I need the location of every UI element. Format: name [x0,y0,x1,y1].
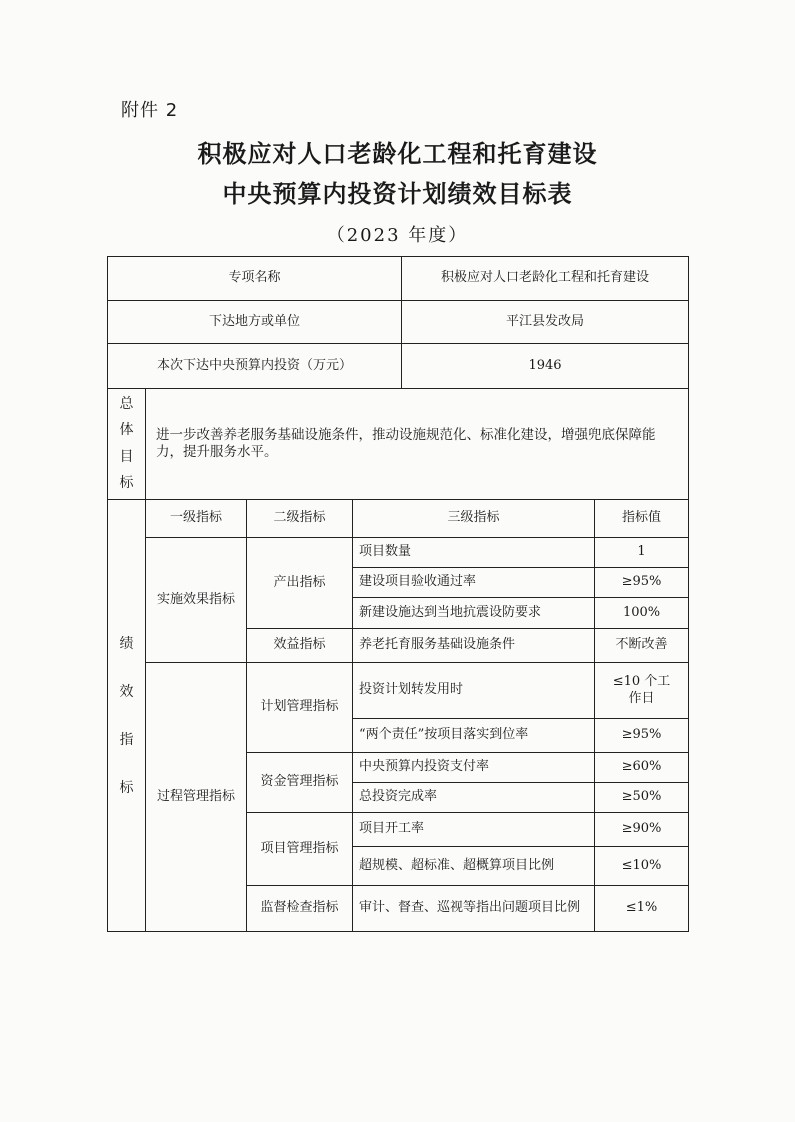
indicator-value: 1 [595,538,689,568]
level1-effect: 实施效果指标 [146,538,247,663]
year-label: （2023 年度） [326,225,469,246]
level2-fund: 资金管理指标 [247,753,353,813]
document-title-line2: 中央预算内投资计划绩效目标表 [222,180,573,208]
investment-row [108,344,689,389]
performance-char: 指 [119,731,134,748]
project-name-row [108,257,689,301]
level3-item: 中央预算内投资支付率 [353,753,595,783]
document-title-line1: 积极应对人口老龄化工程和托育建设 [197,140,598,168]
level3-item: “两个责任”按项目落实到位率 [353,719,595,753]
project-name-label: 专项名称 [108,257,402,301]
level3-item: 建设项目验收通过率 [353,568,595,598]
level2-plan: 计划管理指标 [247,663,353,753]
unit-value: 平江县发改局 [402,301,689,344]
header-value: 指标值 [595,500,689,538]
level3-item: 项目数量 [353,538,595,568]
overall-goal-text: 进一步改善养老服务基础设施条件，推动设施规范化、标准化建设，增强兜底保障能力，提升服务水平。 [146,389,689,500]
table-row [108,538,689,568]
header-level2: 二级指标 [247,500,353,538]
level2-output: 产出指标 [247,538,353,629]
unit-label: 下达地方或单位 [108,301,402,344]
indicator-value: ≥50% [595,783,689,813]
indicator-value: ≤1% [595,886,689,932]
level1-process: 过程管理指标 [146,663,247,932]
indicator-value: ≥95% [595,568,689,598]
level3-item: 超规模、超标准、超概算项目比例 [353,847,595,886]
investment-label: 本次下达中央预算内投资（万元） [108,344,402,389]
indicator-value: 100% [595,598,689,629]
level3-item: 新建设施达到当地抗震设防要求 [353,598,595,629]
overall-goal-char: 总 [119,395,134,412]
level3-item: 审计、督查、巡视等指出问题项目比例 [353,886,595,932]
level3-item: 投资计划转发用时 [353,663,595,719]
level3-item: 总投资完成率 [353,783,595,813]
indicator-value: ≥95% [595,719,689,753]
level3-item: 养老托育服务基础设施条件 [353,629,595,663]
indicator-value: ≤10 个工作日 [595,663,689,719]
overall-goal-label [108,389,146,500]
attachment-label: 附件 2 [121,100,179,121]
table-row [108,663,689,719]
project-name-value: 积极应对人口老龄化工程和托育建设 [402,257,689,301]
indicator-value: 不断改善 [595,629,689,663]
overall-goal-row [108,389,689,500]
header-level3: 三级指标 [353,500,595,538]
perf-header-row [108,500,689,538]
overall-goal-char: 目 [119,448,134,465]
level2-benefit: 效益指标 [247,629,353,663]
level3-item: 项目开工率 [353,813,595,847]
overall-goal-char: 体 [119,422,134,438]
indicator-value: ≥60% [595,753,689,783]
overall-goal-char: 标 [119,475,134,491]
performance-char: 效 [119,683,134,700]
investment-value: 1946 [402,344,689,389]
indicator-value: ≥90% [595,813,689,847]
performance-target-table [107,256,689,932]
indicator-value: ≤10% [595,847,689,886]
performance-indicator-label [108,500,146,932]
performance-char: 绩 [119,635,134,652]
level2-project: 项目管理指标 [247,813,353,886]
header-level1: 一级指标 [146,500,247,538]
unit-row [108,301,689,344]
level2-supervise: 监督检查指标 [247,886,353,932]
performance-char: 标 [119,779,134,796]
